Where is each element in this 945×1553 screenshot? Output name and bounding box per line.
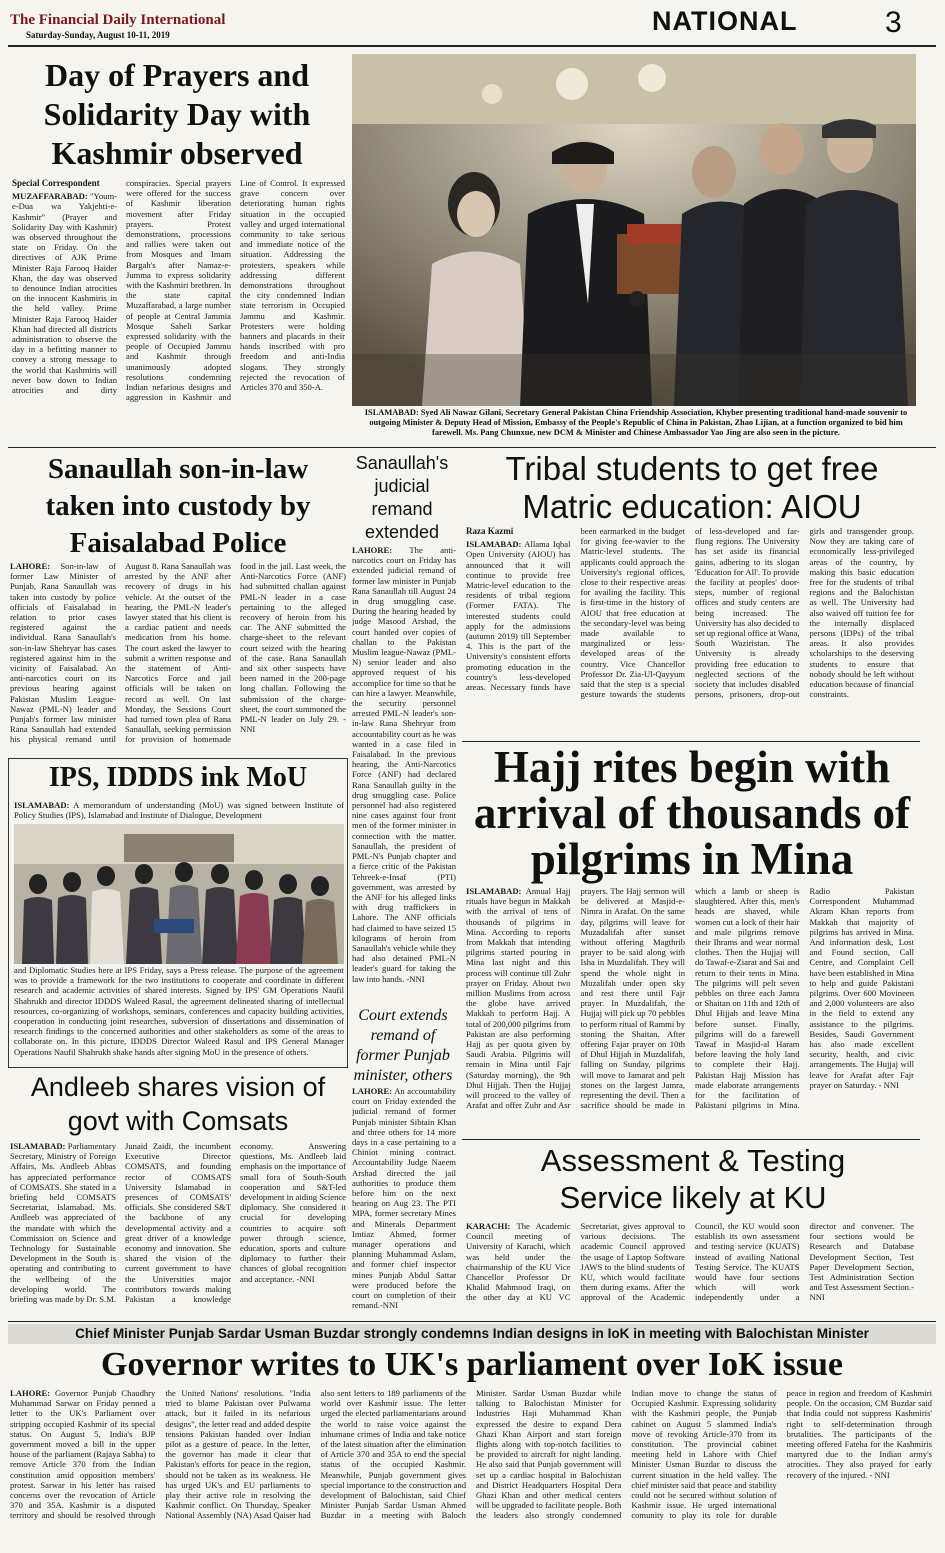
- ips-dateline: ISLAMABAD:: [14, 800, 70, 810]
- farewell-photo-image: [352, 54, 916, 406]
- mou-photo-image: [14, 824, 344, 964]
- sanaullah-dateline: LAHORE:: [10, 561, 51, 571]
- ku-dateline: KARACHI:: [466, 1221, 511, 1231]
- tribal-body: [466, 526, 914, 738]
- section-rule-4: [8, 1321, 936, 1322]
- tribal-text: Allama Iqbal Open University (AIOU) has announced that it will continue to provide free Matric-level education to the residents of tribal regions (Former FATA). The interested students could apply for the admissions (autumn 2019) till September 4. This is the part of the University's consistent efforts promoting education in the country's less-developed areas. Necessary funds have been earmarked in the budget for giving fee-wavier to the Matric-level students. The applicants could approach the University's regional offices, close to their respective areas for availing the facility. This is first-time in the history of AIOU that free education at the secondary-level was being made available to marginalized or less-developed areas of the country. Vice Chancellor Professor Dr. Zia-Ul-Qayyum said that the step is a special gesture towards the students of less-developed and far-flung regions. The University has set aside its financial gains, adhering to its slogan 'Education for All'. To provide the facility at peoples' door-steps, number of regional offices and study centers are being increased. The University has also decided to set up regional office at Wana, South Waziristan. The University is already providing free education to neglected sections of the society that includes disabled persons, prisoners, drop-out girls and transgender group. Now they are taking care of economically less-privileged areas of the country, by making this basic education free for the students of tribal regions and the Balochistan as well. The University had also waived off tuition fee for the internally displaced persons (IDPs) of the tribal areas. It also provides scholarships to the deserving students to ensure that nobody should be left without education because of financial constraints.: [466, 526, 914, 700]
- paper-date: Saturday-Sunday, August 10-11, 2019: [26, 30, 170, 40]
- hajj-dateline: ISLAMABAD:: [466, 886, 522, 896]
- ku-text: The Academic Council meeting of University of Karachi, which was held under the chairmanship of the KU Vice Chancellor Professor Dr Khalid Mahmood Iraqi, on the other day at KU VC Secretariat, gives approval to various decisions. The academic Council approved the usage of Laptop Software JAWS to the blind students of KU, which would facilitate them during exams. After the approval of the Academic Council, the KU would soon establish its own assessment and testing service (KUATS) instead of availing National Testing Service. The KUATS would have four sections which will work independently under a director and convener. The four sections would be Research and Database Development Section, Test Paper Development Section, Test Administration Section and Test Assessment Section.-NNI: [466, 1221, 914, 1303]
- remand-dateline: LAHORE:: [352, 545, 393, 555]
- kashmir-headline: Day of Prayers and Solidarity Day with Kashmir observed: [43, 57, 311, 171]
- ips-body: and Diplomatic Studies here at IPS Friday, says a Press release. The purpose of the agreement was to provide a framework for the two institutions to cooperate and coordinate in different research and academic activities of shared interests. Signed by IPS' GM Operations Naufil Shahrukh and director IDDDS Waleed Rasul, the agreement delineated sharing of intellectual resources, co-organizing of workshops, seminars, conferences and capacity building activities, cooperation in conducting joint researches, subversion of dissertations and dissemination of research findings to the concerned authorities and other stakeholders as some of the areas to collaborate on. In this picture, IDDDS Director Waleed Rasul and IPS General Manager Operations Naufil Shahrukh shake hands after signing MoU in the presence of others.: [14, 965, 344, 1057]
- andleeb-headline: Andleeb shares vision of govt with Comsats: [30, 1072, 326, 1136]
- masthead: [0, 0, 945, 48]
- governor-headline: Governor writes to UK's parliament over IoK issue: [101, 1346, 843, 1383]
- sanaullah-text: Son-in-law of former Law Minister of Punjab, Rana Sanaullah was taken into custody by police officials of Faisalabad in relation to prior cases registered against the individual. Rana Sanaullah's son-in-law Shehryar has cases registered against him in the vicinity of Faisalabad. An anti-narcotics court on its previous hearing against Pakistan Muslim League-Nawaz (PML-N) leader and Punjab's former law minister Rana Sanaullah had extended his physical remand until August 8. Rana Sanaullah was arrested by the ANF after recovery of drugs in his vehicle. At the outset of the hearing, the PML-N leader's lawyer stated that his client is a cardiac patient and needs medication from his home. The court asked the lawyer to submit a written response and the statement of Anti-Narcotics Force and jail officials will be taken on record as well. On last Monday, the Sessions Court had turned town plea of Rana Sanaullah, seeking permission for provision of homemade food in the jail. Last week, the Anti-Narcotics Force (ANF) had submitted challan against PML-N leader in a case pertaining to the alleged recovery of heroin from his car. The ANF submitted the charge-sheet to the relevant court seized with the hearing of the case. Rana Sanaullah and six other suspects have been named in the 200-page long challan. Following the submission of the charge-sheet, the court summoned the PML-N leader on July 29. - NNI: [10, 561, 346, 745]
- remand-text: The anti-narcotics court on Friday has extended judicial remand of former law minister in Punjab Rana Sanaullah till August 24 in drug smuggling case. During the hearing headed by judge Masood Arshad, the court handed over copies of challan to the Pakistan Muslim league-Nawaz (PML-N) senior leader and also approved request of his accomplice for time so that he can hire a lawyer. Meanwhile, the security personnel arrested PML-N leader's son-in-law Rana Shehryar from accountability court as he was wanted in a case filed in Faisalabad. In the previous hearing, the Anti-Narcotics Force (ANF) had declared Rana Sanaullah guilty in the drug smuggling case. Police personnel had also registered nine cases against four front men of the former minister in connection with the matter. Sanaullah, the president of PML-N's Punjab chapter and a fierce critic of the Pakistan Tehreek-e-Insaf (PTI) government, was arrested by the ANF for his alleged links with drug traffickers in Lahore. The ANF officials had claimed to have seized 15 kilograms of heroin from Sanaullah's vehicle while they had also detained PML-N leader's guard for taking the law into hands. -NNI: [352, 545, 456, 984]
- ku-body: [466, 1221, 914, 1317]
- tribal-dateline: ISLAMABAD:: [466, 539, 522, 550]
- sanaullah-body: [10, 561, 346, 751]
- farewell-photo-caption: ISLAMABAD: Syed Ali Nawaz Gilani, Secretary General Pakistan China Friendship Association, Khyber presenting traditional hand-made souvenir to outgoing Minister & Deputy Head of Mission, Embassy of the People's Republic of China in Pakistan, Zhao Lijian, at a function organized to bid him farewell. Ms. Pang Chunxue, new DCM & Minister and Chinese Ambassador Yao Jing are also seen in the picture.: [364, 408, 908, 437]
- hajj-body: [466, 886, 914, 1136]
- hajj-headline: Hajj rites begin with arrival of thousands of pilgrims in Mina: [473, 742, 911, 884]
- tribal-headline: Tribal students to get free Matric education: AIOU: [505, 450, 879, 525]
- court-text: An accountability court on Friday extended the judicial remand of former Punjab minister Sibtain Khan and three others for 14 more days in a case pertaining to a Chiniot mining contract. Accountability Judge Naeem Arshad directed the jail authorities to produce them before him on the next hearing on Aug 23. The PTI MPA, former secretary Mines and Minerals Department Imtiaz Ahmed, former manager operations and planning Muhammad Aslam, and former chief inspector mines Punjab Abdul Sattar were produced before the court on completion of their remand.-NNI: [352, 1086, 456, 1311]
- kashmir-body: [12, 178, 345, 444]
- remand-headline: Sanaullah's judicial remand extended: [355, 453, 449, 542]
- paper-name: The Financial Daily International: [10, 12, 226, 28]
- mou-photo: [14, 824, 344, 964]
- andleeb-dateline: ISLAMABAD:: [10, 1141, 66, 1151]
- andleeb-text: Parliamentary Secretary, Ministry of Foreign Affairs, Ms. Andleeb Abbas has appreciated performance of COMSATS. She stated in a briefing held COMSATS Secretariat, Islamabad. Ms. Andleeb was appreciated of the mandate with which the Commission on Science and Technology for Sustainable Development in the South is operating and contributing to the wellbeing of the developing world. The briefing was made by Dr. S.M. Junaid Zaidi, the incumbent Executive Director COMSATS, and founding rector of COMSATS University Islamabad in presences of COMSATS' officials. She considered S&T the backbone of any developmental activity and a great driver of a knowledge economy and innovation. She shared the vision of the current government to have the Universities major contributors towards making Pakistan a knowledge economy. Answering questions, Ms. Andleeb laid emphasis on the importance of small fora of South-South cooperation and S&T-led development in aiding Science diplomacy. She considered it crucial for developing countries to acquire soft power through science, education, sports and culture diplomacy to further their chances of global recognition and acceptance. -NNI: [10, 1141, 346, 1305]
- governor-kicker: Chief Minister Punjab Sardar Usman Buzdar strongly condemns Indian designs in IoK in meeting with Balochistan Minister: [75, 1326, 869, 1341]
- masthead-rule: [8, 45, 936, 47]
- section-rule-3: [462, 1139, 920, 1140]
- governor-text: Governor Punjab Chaudhry Muhammad Sarwar on Friday penned a letter to the UK's Parliament over stripping occupied Kashmir of its special status. On August 5, India's BJP government moved a bill in the upper house of the parliament (Rajaya Sabha) to remove Article 370 from the Indian constitution amid opposition members' protest. Sarwar in his letter has raised concerns over the revocation of Article 370 and 35A. Kashmir is a disputed territory and should be resolved through the United Nations' resolutions. "India tried to blame Pakistan over Pulwama attack, but it failed in its nefarious designs", the letter read and added despite tensions Pakistan handed over Indian pilot as a gesture of peace. In the letter, the governor has made it clear that Pakistan's efforts for peace in the region, should not be taken as its weakness. He has urged UK's and EU parliaments to play their active role in resolving the Kashmir conflict. On Thursday, Speaker National Assembly (NA) Asad Qaiser had also sent letters to 189 parliaments of the world over Kashmir issue. The letter urged the elected parliamentarians around the world to raise voice against the inhumane crimes of India and take notice of the latest situation after the elimination of Article 370 and 35A to end the special status of the occupied Kashmir. Meanwhile, Punjab government gives special importance to the construction and development of Balochistan, said Chief Minister Punjab Sardar Usman Ahmed Buzdar in a meeting with Baloch Minister. Sardar Usman Buzdar while talking to Balochistan Minister for Industries Haji Muhammad Khan expressed the desire to expand Dera Ghazi Khan Airport and start foreign flights along with top-notch facilities to be provided to aircraft for night landing. He also said that Punjab government will set up a cardiac hospital in Balochistan and District Headquarters Hospital Dera Ghazi Khan and other medical centers will be upgraded to facilitate people. Both the leaders also strongly condemned Indian move to change the status of Occupied Kashmir. Expressing solidarity with the Kashmiri people, the Punjab cabinet on August 5 slammed India's move of revoking Article-370 from its constitution. The provincial cabinet meeting held in Lahore with Chief Minister Usman Buzdar to discuss the current situation in the held valley. The chief minister said that peace and stability could not be secured without solution of Kashmir issue. He urged international comunity to play its role for durable peace in region and freedom of Kashmiri people. On the occasion, CM Buzdar said that India could not suppress Kashmiris' right to self-determination through brutalities. The participants of the meeting offered Fateha for the Kashmiris martyred due to the Indian army's atrocities. They also prayed for early recovery of the injured. - NNI: [10, 1388, 932, 1521]
- andleeb-body: [10, 1141, 346, 1317]
- court-headline: Court extends remand of former Punjab minister, others: [353, 1007, 453, 1084]
- remand-body: [352, 545, 456, 1005]
- court-body: [352, 1086, 456, 1318]
- governor-body: [10, 1388, 932, 1548]
- section-name: NATIONAL: [652, 6, 798, 36]
- farewell-photo: [352, 54, 916, 406]
- page-number: 3: [885, 6, 902, 39]
- ips-headline: IPS, IDDDS ink MoU: [48, 762, 308, 793]
- hajj-text: Annual Hajj rituals have begun in Makkah with the arrival of tens of thousands of pilgrims in Mina. According to reports from Makkah that intending pilgrims started pouring in Mina last night and this process will continue till Zuhr prayer on Friday. About two million Muslims from across the globe have arrived Makkah to perform Hajj. A total of 200,000 pilgrims from Pakistan are also performing Hajj as per quota given by Saudi Arabia. Pilgrims will remain in Mina until Fajr (Saturday morning), the 9th Dhul Hijjah. Then the Hujjaj will proceed to the valley of Arafat and offer Zuhr and Asr prayers. The Hajj sermon will be delivered at Masjid-e-Nimra in Arafat. On the same day, pilgrims will leave for Muzadalifah after sunset without offering Magthrib prayer to be said along with Isha in Muzdalifah. They will spend the whole night in Muzalifah under open sky and rest there until Fajr prayer. In Muzdalifah, the Hujjaj will pick up 70 pebbles to perform ritual of Rammi by stoning the Shaitan. After offering Fajar prayer on 10th of Dhul Hijjah in Muzdalifah, falling on Sunday, pilgrims will move to Jamarat and pelt stones on the largest Jamra, representing the devil. Then a sacrifice should be made in which a lamb or sheep is slaughtered. After this, men's heads are shaved, while women cut a lock of their hair and male pilgrims remove their Ihrams and wear normal clothes. Then the Hujjaj will do Tawaf-e-Ziarat and Sai and return to their tents in Mina. The pilgrims will pelt seven pebbles on three each Jamra or Shaitan on 11th and 12th of Dhul Hijjah and leave Mina before sunset. Finally, pilgrims will do a farewell Tawaf in Masjid-al Haram before leaving the holy land to complete their Hajj. Pakistan Hajj Mission has made elaborate arrangements for the facilitation of Pakistani pilgrims in Mina. Radio Pakistan Correspondent Muhammad Akram Khan reports from Makkah that majority of pilgrims has arrived in Mina. And information desk, Lost and Found section, Call Centre, and Complaint Cell have been established in Mina to help and guide Pakistani pilgrims. Over 600 Movineen and 2,000 volunteers are also in the field to extend any assistance to the pilgrims. Besides, Saudi Government has also made excellent security, health, and civic arrangements. The Hujjaj will leave for Arafat after Fajr prayer on Saturday. - NNI: [466, 886, 914, 1111]
- governor-dateline: LAHORE:: [10, 1388, 51, 1398]
- sanaullah-headline: Sanaullah son-in-law taken into custody by Faisalabad Police: [45, 453, 311, 559]
- section-rule-1: [8, 447, 936, 448]
- tribal-byline: Raza Kazmi: [466, 526, 514, 536]
- ips-body-top: [14, 800, 344, 822]
- kashmir-byline: Special Correspondent: [12, 178, 100, 188]
- kashmir-text: "Youm-e-Dua wa Yakjehti-e-Kashmir" (Prayer and Solidarity Day with Kashmir) was observed throughout the state on Friday. On the directives of AJK Prime Minister Raja Farooq Haider Khan, the day was observed to denounce Indian atrocities on the innocent Kashmiris in the held valley. Prime Minister Raja Farooq Haider Khan had directed all districts administration to observe the day in a befitting manner to convey a strong message to the world that Kashmiris will never bow down to Indian atrocities and dirty conspiracies. Special prayers were offered for the success of Kashmir liberation movement after Friday prayers. Protest demonstrations, processions and rallies were taken out from Mosques and Imam Bargah's after Namaz-e-Jumma to express solidarity with the Kashmiri brethren. In the state capital Muzaffarabad, a large number of people at Central Jammia Mosque Saheli Sarkar expressed solidarity with the people of Occupied Jammu and Kashmir through unanimously adopted resolutions condemning Indian nefarious designs and aggression in Kashmir and Line of Control. It expressed grave concern over deteriorating human rights situation in the occupied valley and urged international community to take serious and immediate notice of the situation. Addressing the protesters, speakers while addressing different demonstrations throughout the city condemned Indian state terrorism in Occupied Jammu and Kashmir. Protesters were holding banners and placards in their hands inscribed with pro freedom and anti-India slogans. They strongly rejected the revocation of Articles 370 and 350-A.: [12, 178, 345, 403]
- governor-kicker-bar: [8, 1324, 936, 1344]
- ips-text-top: A memorandum of understanding (MoU) was signed between Institute of Policy Studies (IPS), Islamabad and Institute of Dialogue, Development: [14, 800, 344, 821]
- court-dateline: LAHORE:: [352, 1086, 393, 1096]
- ku-headline: Assessment & Testing Service likely at KU: [540, 1143, 846, 1215]
- kashmir-dateline: MUZAFFARABAD:: [12, 191, 88, 202]
